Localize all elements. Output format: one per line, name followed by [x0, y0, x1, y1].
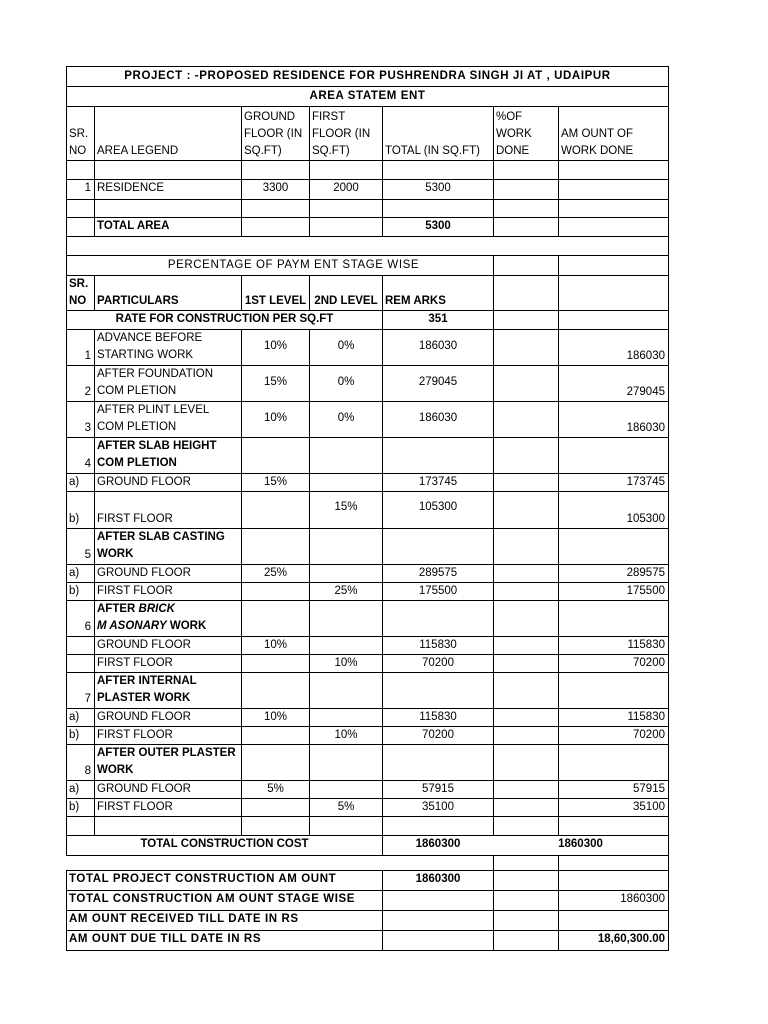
stage-label — [94, 438, 241, 473]
substage-remarks: 35100 — [382, 799, 493, 816]
total-area-row — [66, 217, 669, 236]
empty-cell — [309, 601, 382, 636]
stage-heading-row — [66, 600, 669, 636]
substage-label: FIRST FLOOR — [94, 655, 241, 672]
substage-sr — [66, 637, 94, 654]
header-amount-line: WORK DONE — [561, 145, 634, 157]
stage-sr: 6 — [66, 601, 94, 636]
stage-sr: 1 — [66, 330, 94, 365]
header-pct-done-line: DONE — [496, 145, 530, 157]
stage-label — [94, 745, 241, 780]
substage-row — [66, 798, 669, 816]
empty-cell — [558, 673, 669, 708]
header-pct-done-line: %OF — [496, 111, 523, 123]
stage-remarks: 279045 — [382, 366, 493, 401]
empty-cell — [558, 161, 669, 179]
substage-label: FIRST FLOOR — [94, 492, 241, 528]
stage-remarks: 186030 — [382, 402, 493, 437]
stage-label-line: AFTER SLAB CASTING — [97, 531, 225, 543]
rate-row — [66, 310, 669, 329]
substage-remarks: 105300 — [382, 492, 493, 528]
substage-amount: 57915 — [558, 781, 669, 798]
spacer-row — [66, 236, 669, 255]
stage-heading-row — [66, 528, 669, 564]
substage-remarks: 70200 — [382, 655, 493, 672]
stage-label — [94, 402, 241, 437]
stage-remarks: 186030 — [382, 330, 493, 365]
stage-sr: 7 — [66, 673, 94, 708]
pay-header-sr — [66, 276, 94, 310]
substage-sr: b) — [66, 583, 94, 600]
stage-label-line: COM PLETION — [97, 421, 177, 433]
empty-cell — [493, 256, 558, 275]
empty-cell — [94, 817, 241, 835]
empty-cell — [558, 180, 669, 199]
gap-row — [66, 855, 669, 870]
area-statement-title: AREA STATEM ENT — [66, 87, 669, 106]
stage-heading-row — [66, 672, 669, 708]
substage-level2: 5% — [309, 799, 382, 816]
empty-cell — [309, 438, 382, 473]
substage-sr — [66, 655, 94, 672]
empty-cell — [241, 601, 309, 636]
substage-amount: 70200 — [558, 727, 669, 744]
empty-cell — [493, 727, 558, 744]
empty-cell — [493, 871, 558, 890]
stage-level1: 15% — [241, 366, 309, 401]
project-title: PROJECT : -PROPOSED RESIDENCE FOR PUSHRENDRA SINGH JI AT , UDAIPUR — [66, 67, 669, 86]
stage-label-line: AFTER OUTER PLASTER — [97, 747, 236, 759]
header-first-floor-line: FLOOR (IN — [312, 128, 371, 140]
empty-cell — [493, 200, 558, 217]
substage-sr: b) — [66, 727, 94, 744]
payment-header-row — [66, 275, 669, 310]
empty-cell — [241, 200, 309, 217]
stage-label — [94, 529, 241, 564]
substage-label: GROUND FLOOR — [94, 637, 241, 654]
substage-amount: 175500 — [558, 583, 669, 600]
header-sr — [66, 107, 94, 160]
substage-remarks: 175500 — [382, 583, 493, 600]
substage-sr: b) — [66, 492, 94, 528]
header-ground-floor — [241, 107, 309, 160]
empty-cell — [309, 817, 382, 835]
payment-title-row — [66, 255, 669, 275]
substage-remarks: 115830 — [382, 709, 493, 726]
stage-label-line: AFTER PLINT LEVEL — [97, 404, 210, 416]
stage-label-line: AFTER SLAB HEIGHT — [97, 440, 217, 452]
stage-label-line — [97, 601, 241, 618]
stage-sr: 2 — [66, 366, 94, 401]
empty-cell — [558, 218, 669, 236]
summary-label: TOTAL CONSTRUCTION AM OUNT STAGE WISE — [66, 891, 382, 910]
empty-cell — [493, 402, 558, 437]
stage-label-part: AFTER — [97, 603, 139, 615]
stage-label-line: COM PLETION — [97, 457, 177, 469]
stage-label-line: AFTER FOUNDATION — [97, 368, 214, 380]
substage-remarks: 173745 — [382, 474, 493, 491]
empty-row — [66, 199, 669, 217]
empty-cell — [241, 817, 309, 835]
summary-remarks: 1860300 — [382, 871, 493, 890]
summary-label: TOTAL PROJECT CONSTRUCTION AM OUNT — [66, 871, 382, 890]
substage-label: FIRST FLOOR — [94, 583, 241, 600]
pay-header-particulars: PARTICULARS — [94, 276, 241, 310]
empty-cell — [558, 601, 669, 636]
substage-level1: 10% — [241, 709, 309, 726]
empty-cell — [493, 891, 558, 910]
empty-cell — [382, 817, 493, 835]
substage-row — [66, 564, 669, 582]
substage-level2 — [309, 709, 382, 726]
substage-remarks: 115830 — [382, 637, 493, 654]
empty-cell — [558, 276, 669, 310]
substage-level1: 15% — [241, 474, 309, 491]
empty-cell — [309, 161, 382, 179]
empty-cell — [493, 637, 558, 654]
empty-cell — [493, 709, 558, 726]
stage-sr: 3 — [66, 402, 94, 437]
empty-cell — [493, 492, 558, 528]
stage-label-part: M ASONARY — [97, 620, 167, 632]
stage-sr: 4 — [66, 438, 94, 473]
substage-level2 — [309, 474, 382, 491]
empty-cell — [558, 256, 669, 275]
stage-level1: 10% — [241, 330, 309, 365]
empty-cell — [493, 330, 558, 365]
header-first-floor-line: SQ.FT) — [312, 145, 350, 157]
header-sr-line: NO — [69, 145, 87, 157]
pay-header-sr-line: NO — [69, 295, 87, 307]
empty-cell — [493, 655, 558, 672]
substage-sr: a) — [66, 474, 94, 491]
empty-cell — [241, 745, 309, 780]
substage-amount: 70200 — [558, 655, 669, 672]
spreadsheet — [66, 66, 669, 951]
stage-row — [66, 401, 669, 437]
summary-amount — [558, 871, 669, 890]
empty-cell — [493, 745, 558, 780]
empty-cell — [493, 911, 558, 930]
empty-cell — [94, 161, 241, 179]
total-cost-amount: 1860300 — [493, 836, 669, 855]
summary-remarks — [382, 911, 493, 930]
empty-cell — [493, 311, 558, 329]
substage-level1 — [241, 492, 309, 528]
substage-label: FIRST FLOOR — [94, 727, 241, 744]
empty-cell — [493, 161, 558, 179]
empty-cell — [493, 218, 558, 236]
empty-cell — [66, 256, 94, 275]
substage-level1: 25% — [241, 565, 309, 582]
substage-remarks: 57915 — [382, 781, 493, 798]
header-first-floor-line: FIRST — [312, 111, 346, 123]
pay-header-level1: 1ST LEVEL — [241, 276, 309, 310]
stage-row — [66, 329, 669, 365]
empty-cell — [493, 601, 558, 636]
pay-header-remarks: REM ARKS — [382, 276, 493, 310]
stage-label-line: STARTING WORK — [97, 349, 194, 361]
stage-label — [94, 330, 241, 365]
empty-cell — [94, 200, 241, 217]
empty-cell — [493, 474, 558, 491]
stage-sr: 8 — [66, 745, 94, 780]
empty-cell — [382, 200, 493, 217]
empty-cell — [382, 161, 493, 179]
substage-amount: 105300 — [558, 492, 669, 528]
empty-cell — [66, 817, 94, 835]
substage-level1: 5% — [241, 781, 309, 798]
empty-cell — [382, 673, 493, 708]
substage-level2: 10% — [309, 655, 382, 672]
empty-cell — [493, 817, 558, 835]
stage-label-line: WORK — [97, 548, 134, 560]
empty-cell — [241, 529, 309, 564]
empty-cell — [558, 745, 669, 780]
empty-cell — [493, 856, 558, 870]
empty-cell — [309, 529, 382, 564]
stage-label-line: WORK — [97, 764, 134, 776]
empty-cell — [493, 438, 558, 473]
stage-heading-row — [66, 437, 669, 473]
summary-row — [66, 870, 669, 890]
stage-label-line — [97, 618, 241, 635]
header-ground-floor-line: FLOOR (IN — [244, 128, 303, 140]
substage-row — [66, 473, 669, 491]
header-sr-line: SR. — [69, 128, 89, 140]
empty-cell — [493, 529, 558, 564]
substage-level2: 25% — [309, 583, 382, 600]
total-cost-row — [66, 835, 669, 855]
substage-level2 — [309, 637, 382, 654]
empty-cell — [309, 673, 382, 708]
header-pct-done-line: WORK — [496, 128, 532, 140]
spacer — [66, 237, 669, 255]
substage-sr: a) — [66, 565, 94, 582]
substage-amount: 173745 — [558, 474, 669, 491]
stage-label — [94, 366, 241, 401]
substage-remarks: 70200 — [382, 727, 493, 744]
substage-sr: a) — [66, 781, 94, 798]
stage-row — [66, 365, 669, 401]
empty-cell — [493, 931, 558, 950]
stage-label-part: BRICK — [138, 603, 175, 615]
empty-cell — [558, 529, 669, 564]
header-amount — [558, 107, 669, 160]
summary-label: AM OUNT DUE TILL DATE IN RS — [66, 931, 382, 950]
empty-cell — [493, 180, 558, 199]
stage-label — [94, 601, 241, 636]
stage-label-line: ADVANCE BEFORE — [97, 332, 203, 344]
area-statement-row — [66, 86, 669, 106]
empty-cell — [493, 799, 558, 816]
stage-level2: 0% — [309, 402, 382, 437]
header-first-floor — [309, 107, 382, 160]
stage-level2: 0% — [309, 330, 382, 365]
summary-row — [66, 930, 669, 951]
substage-row — [66, 654, 669, 672]
empty-cell — [558, 438, 669, 473]
substage-row — [66, 708, 669, 726]
title-row — [66, 66, 669, 86]
total-cost-label: TOTAL CONSTRUCTION COST — [66, 836, 382, 855]
empty-cell — [241, 161, 309, 179]
empty-cell — [558, 817, 669, 835]
substage-sr: b) — [66, 799, 94, 816]
empty-cell — [493, 781, 558, 798]
stage-label-line: PLASTER WORK — [97, 692, 191, 704]
substage-amount: 289575 — [558, 565, 669, 582]
empty-cell — [493, 565, 558, 582]
substage-level2 — [309, 781, 382, 798]
empty-cell — [66, 200, 94, 217]
area-first: 2000 — [309, 180, 382, 199]
empty-cell — [382, 529, 493, 564]
substage-level1: 10% — [241, 637, 309, 654]
stage-label — [94, 673, 241, 708]
substage-row — [66, 491, 669, 528]
area-legend: RESIDENCE — [94, 180, 241, 199]
summary-amount: 18,60,300.00 — [558, 931, 669, 950]
empty-cell — [241, 673, 309, 708]
area-ground: 3300 — [241, 180, 309, 199]
header-ground-floor-line: SQ.FT) — [244, 145, 282, 157]
empty-row — [66, 160, 669, 179]
header-amount-line: AM OUNT OF — [561, 128, 633, 140]
substage-level2: 15% — [309, 492, 382, 528]
empty-cell — [382, 438, 493, 473]
total-area-value: 5300 — [382, 218, 493, 236]
empty-cell — [382, 745, 493, 780]
substage-level1 — [241, 655, 309, 672]
substage-label: GROUND FLOOR — [94, 709, 241, 726]
total-cost-remarks: 1860300 — [382, 836, 493, 855]
area-total: 5300 — [382, 180, 493, 199]
substage-label: GROUND FLOOR — [94, 565, 241, 582]
header-ground-floor-line: GROUND — [244, 111, 296, 123]
substage-level1 — [241, 583, 309, 600]
substage-level1 — [241, 799, 309, 816]
gap — [66, 856, 493, 870]
summary-amount — [558, 911, 669, 930]
empty-cell — [241, 218, 309, 236]
empty-cell — [382, 601, 493, 636]
substage-label: GROUND FLOOR — [94, 781, 241, 798]
pay-header-level2: 2ND LEVEL — [309, 276, 382, 310]
area-sr: 1 — [66, 180, 94, 199]
empty-cell — [66, 161, 94, 179]
stage-heading-row — [66, 744, 669, 780]
substage-label: FIRST FLOOR — [94, 799, 241, 816]
stage-level1: 10% — [241, 402, 309, 437]
stage-amount: 186030 — [558, 330, 669, 365]
empty-cell — [558, 311, 669, 329]
substage-row — [66, 582, 669, 600]
stage-label-line: AFTER INTERNAL — [97, 675, 197, 687]
substage-row — [66, 636, 669, 654]
substage-level1 — [241, 727, 309, 744]
substage-row — [66, 726, 669, 744]
substage-level2 — [309, 565, 382, 582]
area-row — [66, 179, 669, 199]
empty-cell — [309, 218, 382, 236]
summary-row — [66, 890, 669, 910]
empty-row — [66, 816, 669, 835]
summary-amount: 1860300 — [558, 891, 669, 910]
summary-remarks — [382, 931, 493, 950]
substage-label: GROUND FLOOR — [94, 474, 241, 491]
empty-cell — [309, 200, 382, 217]
summary-remarks — [382, 891, 493, 910]
substage-row — [66, 780, 669, 798]
total-area-label: TOTAL AREA — [94, 218, 241, 236]
substage-level2: 10% — [309, 727, 382, 744]
empty-cell — [309, 745, 382, 780]
substage-amount: 115830 — [558, 709, 669, 726]
empty-cell — [493, 366, 558, 401]
header-pct-done — [493, 107, 558, 160]
rate-label: RATE FOR CONSTRUCTION PER SQ.FT — [66, 311, 382, 329]
empty-cell — [558, 200, 669, 217]
stage-label-line: COM PLETION — [97, 385, 177, 397]
empty-cell — [493, 583, 558, 600]
empty-cell — [558, 856, 669, 870]
empty-cell — [493, 276, 558, 310]
stage-level2: 0% — [309, 366, 382, 401]
substage-amount: 35100 — [558, 799, 669, 816]
pay-header-sr-line: SR. — [69, 278, 89, 290]
stage-label-part: WORK — [166, 620, 207, 632]
empty-cell — [493, 673, 558, 708]
area-header-row — [66, 106, 669, 160]
header-total: TOTAL (IN SQ.FT) — [382, 107, 493, 160]
stage-sr: 5 — [66, 529, 94, 564]
summary-label: AM OUNT RECEIVED TILL DATE IN RS — [66, 911, 382, 930]
substage-remarks: 289575 — [382, 565, 493, 582]
substage-amount: 115830 — [558, 637, 669, 654]
empty-cell — [66, 218, 94, 236]
rate-value: 351 — [382, 311, 493, 329]
stage-amount: 186030 — [558, 402, 669, 437]
summary-row — [66, 910, 669, 930]
substage-sr: a) — [66, 709, 94, 726]
header-area-legend: AREA LEGEND — [94, 107, 241, 160]
empty-cell — [241, 438, 309, 473]
stage-amount: 279045 — [558, 366, 669, 401]
payment-title: PERCENTAGE OF PAYM ENT STAGE WISE — [167, 259, 420, 271]
